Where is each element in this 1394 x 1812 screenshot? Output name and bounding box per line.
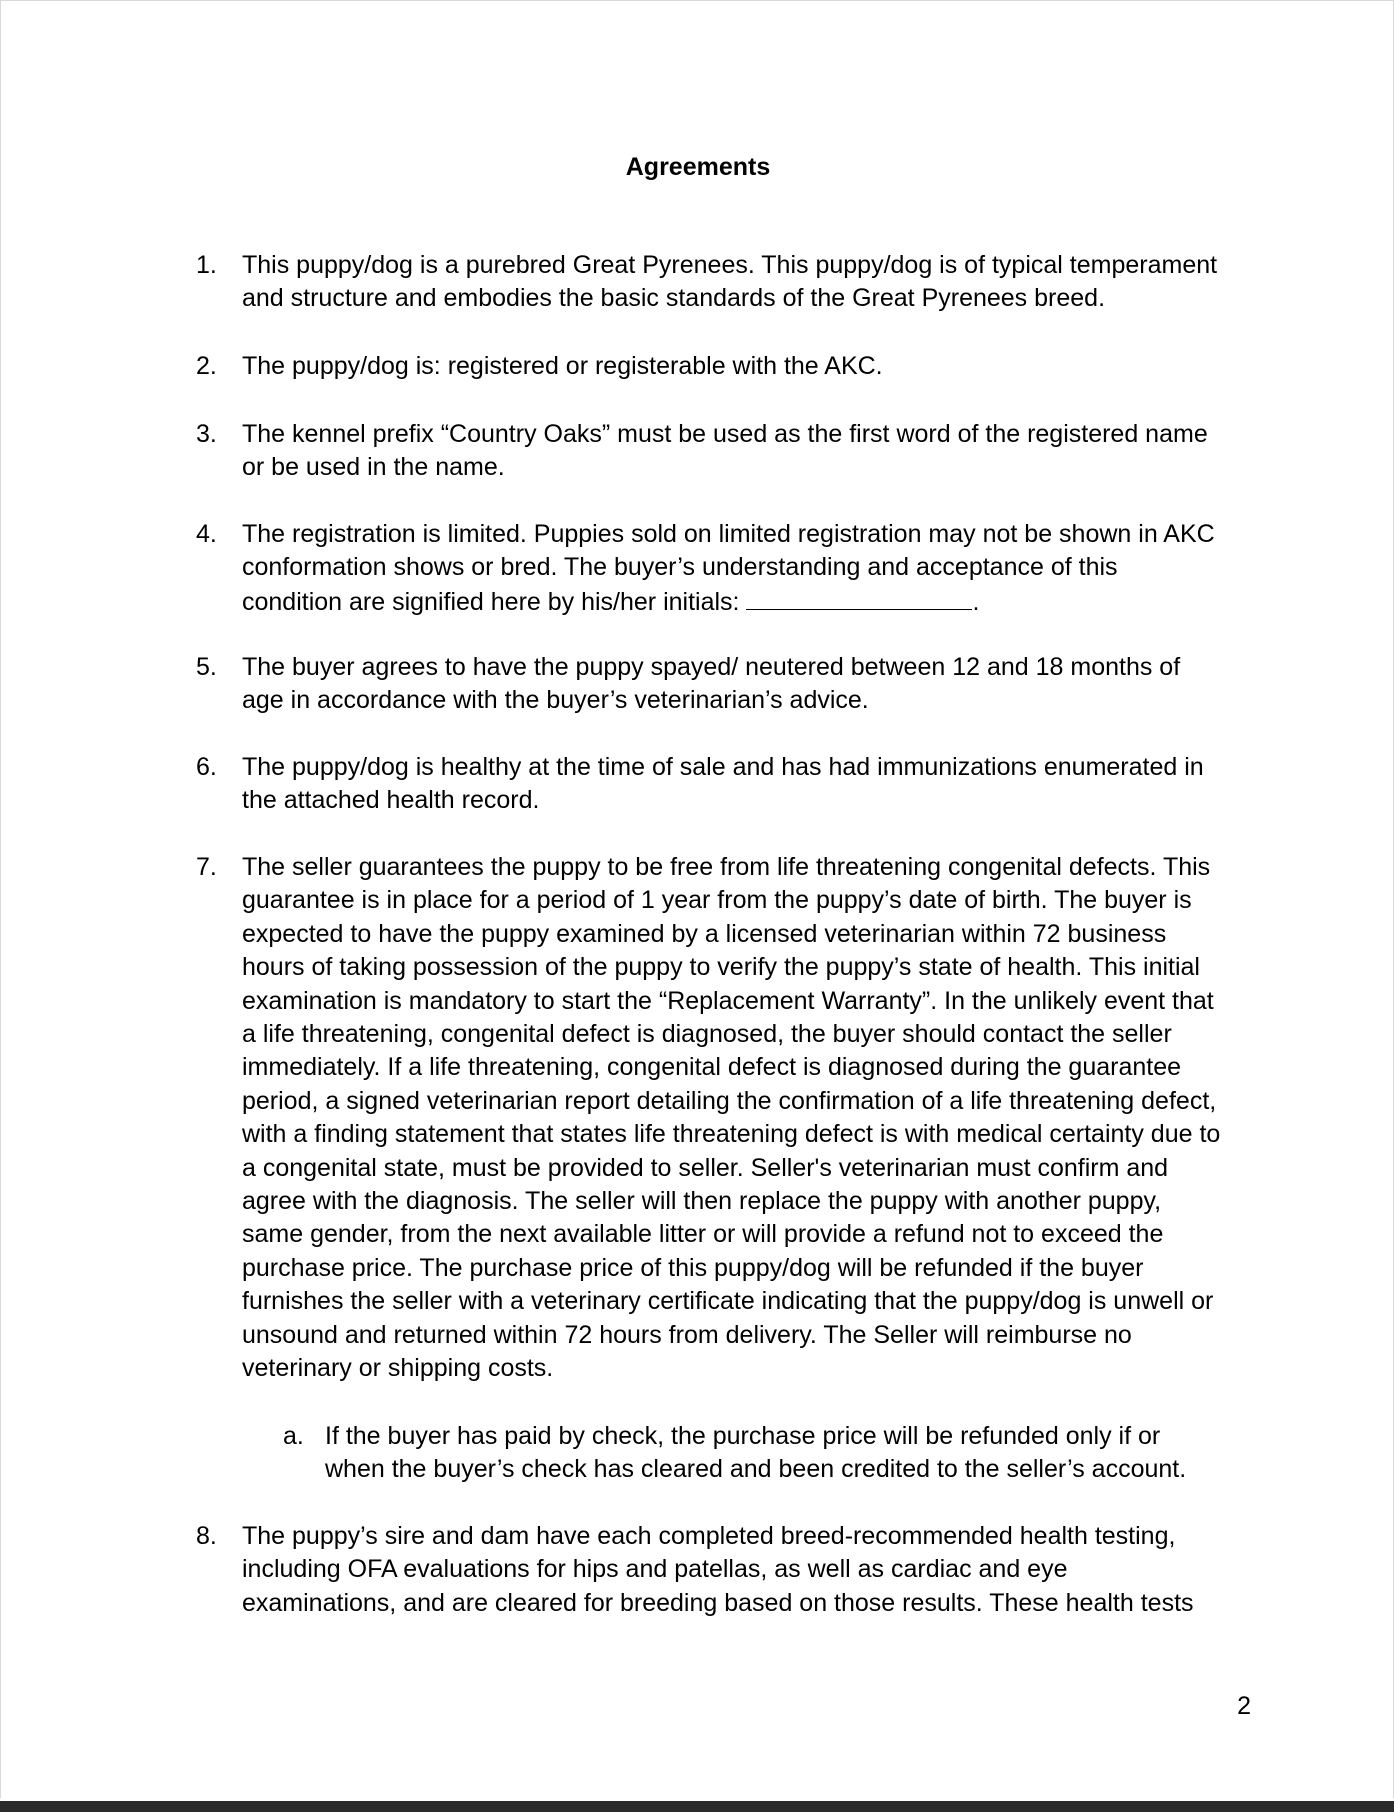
page-number: 2 xyxy=(1237,1692,1251,1720)
item-text-body: The registration is limited. Puppies sold on limited registration may not be shown in AKC conformation shows or bred. The buyer’s understanding and acceptance of this condition are signified here by his/her initials: xyxy=(242,520,1215,616)
item-text: The seller guarantees the puppy to be free from life threatening congenital defects. This guarantee is in place for a period of 1 year from the puppy’s date of birth. The buyer is expected to have the puppy examined by a licensed veterinarian within 72 business hours of taking possession of the puppy to verify the puppy’s state of health. This initial examination is mandatory to start the “Replacement Warranty”. In the unlikely event that a life threatening, congenital defect is diagnosed, the buyer should contact the seller immediately. If a life threatening, congenital defect is diagnosed during the guarantee period, a signed veterinarian report detailing the confirmation of a life threatening defect, with a finding statement that states life threatening defect is with medical certainty due to a congenital state, must be provided to seller. Seller's veterinarian must confirm and agree with the diagnosis. The seller will then replace the puppy with another puppy, same gender, from the next available litter or will provide a refund not to exceed the purchase price. The purchase price of this puppy/dog will be refunded if the buyer furnishes the seller with a veterinary certificate indicating that the puppy/dog is unwell or unsound and returned within 72 hours from delivery. The Seller will reimburse no veterinary or shipping costs. xyxy=(242,853,1221,1383)
agreement-item-4 xyxy=(196,518,1256,619)
item-text: The puppy/dog is: registered or registerable with the AKC. xyxy=(242,352,883,380)
item-number: 4. xyxy=(196,520,217,548)
viewer-bottom-bar xyxy=(0,1801,1394,1812)
document-title: Agreements xyxy=(625,153,771,181)
item-text-suffix: . xyxy=(972,587,980,616)
agreement-item-3 xyxy=(196,418,1256,485)
agreement-subitem-a xyxy=(283,1420,1223,1487)
item-number: 2. xyxy=(196,352,217,380)
item-text: The puppy’s sire and dam have each completed breed-recommended health testing, including OFA evaluations for hips and patellas, as well as cardiac and eye examinations, and are cleared for breeding based on those results. These health tests xyxy=(242,1522,1194,1617)
item-text: This puppy/dog is a purebred Great Pyrenees. This puppy/dog is of typical temperament and structure and embodies the basic standards of the Great Pyrenees breed. xyxy=(242,251,1218,313)
item-text: The puppy/dog is healthy at the time of sale and has had immunizations enumerated in the attached health record. xyxy=(242,753,1204,815)
item-text xyxy=(242,518,1256,619)
subitem-letter: a. xyxy=(283,1422,304,1450)
agreement-item-8 xyxy=(196,1520,1256,1620)
subitem-text: If the buyer has paid by check, the purchase price will be refunded only if or when the buyer’s check has cleared and been credited to the seller’s account. xyxy=(325,1422,1187,1484)
item-text: The buyer agrees to have the puppy spayed/ neutered between 12 and 18 months of age in accordance with the buyer’s veterinarian’s advice. xyxy=(242,653,1181,715)
agreement-item-7 xyxy=(196,851,1256,1386)
item-number: 1. xyxy=(196,251,217,279)
agreement-item-2 xyxy=(196,350,1256,383)
item-number: 3. xyxy=(196,420,217,448)
agreement-item-6 xyxy=(196,751,1256,818)
item-number: 6. xyxy=(196,753,217,781)
initials-blank-line[interactable] xyxy=(746,585,972,610)
item-number: 5. xyxy=(196,653,217,681)
item-number: 8. xyxy=(196,1522,217,1550)
item-number: 7. xyxy=(196,853,217,881)
agreement-item-5 xyxy=(196,651,1256,718)
item-text: The kennel prefix “Country Oaks” must be used as the first word of the registered name or be used in the name. xyxy=(242,420,1208,482)
agreement-item-1 xyxy=(196,249,1256,316)
